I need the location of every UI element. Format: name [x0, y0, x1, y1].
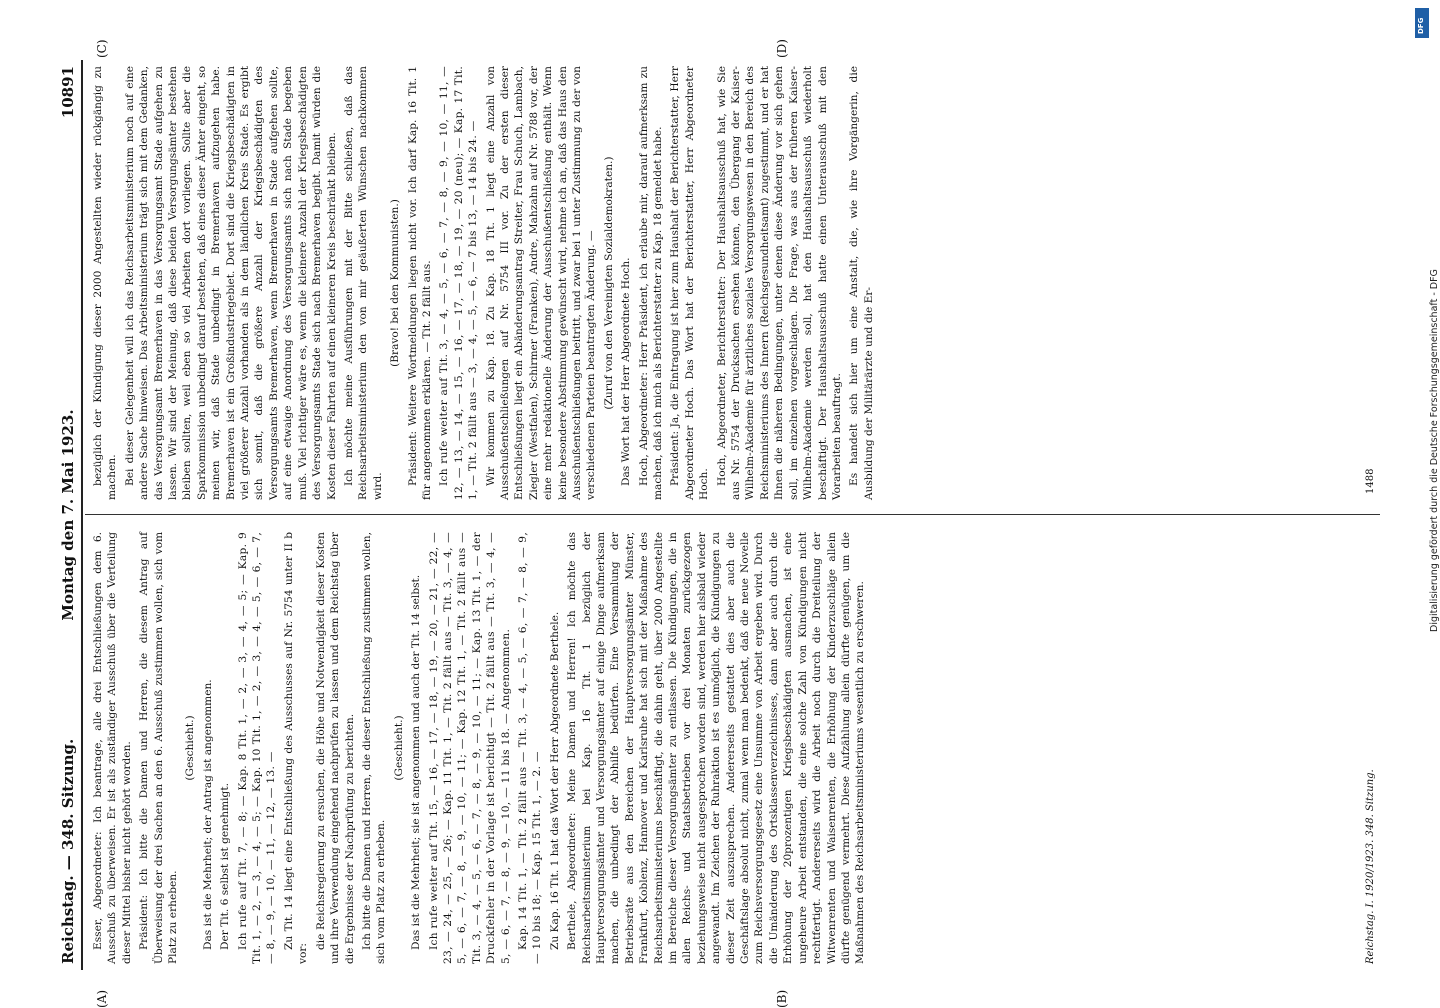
vote-result: Das ist die Mehrheit; der Antrag ist angenommen. [201, 679, 214, 950]
berthele-speech: Berthele, Abgeordneter: Meine Damen und Herren! Ich möchte das Reichsarbeitsministerium bei Kap. 16 Tit. 1 bezüglich der Hauptversorgungsämter und Versorgungsämter auf einige Dinge aufmerksam machen, die unbedingt der Abhilfe bedürfen. Eine Versammlung der Betriebsräte aus den Bereichen der Hauptversorgungsämter Münster, Frankfurt, Koblenz, Hannover und Karlsruhe hat sich mit der Maßnahme des Reichsarbeitsministeriums beschäftigt, die dahin geht, über 2000 Angestellte im Bereiche dieser Versorgungsämter zu entlassen. Die Kündigungen, die in allen Reichs- und Staatsbetrieben vor drei Monaten zurückgezogen beziehungsweise nicht ausgesprochen worden sind, werden hier alsbald wieder angewandt. Im Zeichen der Ruhraktion ist es unmöglich, die Kündigungen zu dieser Zeit auszusprechen. Andererseits gestattet dies aber auch die Geschäftslage absolut nicht, zumal wenn man bedenkt, daß die neue Novelle zum Reichsversorgungsgesetz eine Unsumme von Arbeit ergeben wird. Durch die Umänderung des Ortsklassenverzeichnisses, dann aber auch durch die Erhöhung der 20prozentigen Kriegsbeschädigten ausmachen, ist eine ungeheure Arbeit entstanden, die eine solche Zahl von Kündigungen nicht rechtfertigt. Andererseits wird die Arbeit noch durch die Dreiteilung der Witwenrenten und Waisenrenten, die Erhöhung der Kinderzuschläge allein dürfte genügend vermehrt. Diese Aufzählung allein dürfte genügen, um die Maßnahmen des Reichsarbeitsministeriums wesentlich zu erschweren. [566, 532, 867, 964]
stage-note: (Geschieht.) [392, 715, 405, 781]
call-titles: Kap. 14 Tit. 1, — Tit. 2 fällt aus — Tit. 3, — 4, — 5, — 6, — 7, — 8, — 9, — 10 bis 18; — Kap. 15 Tit. 1, — 2. — [516, 532, 544, 964]
speaker-announce: Das Wort hat der Herr Abgeordnete Hoch. [620, 257, 633, 486]
margin-mark-a: (A) [95, 989, 109, 1008]
resolution-intro: Zu Tit. 14 liegt eine Entschließung des Ausschusses auf Nr. 5754 unter II b vor: [282, 532, 310, 964]
dfg-logo-text: DFG [1417, 17, 1425, 34]
hoch-report: Hoch, Abgeordneter, Berichterstatter: Der Haushaltsausschuß hat, wie Sie aus Nr. 5754 der Drucksachen ersehen können, den Übergang der Kaiser-Wilhelm-Akademie für ärztliches soziales Versorgungswesen in den Bereich des Reichsministeriums des Innern (Reichsgesundheitsamt) zugestimmt, und er hat Ihnen die näheren Bedingungen, unter denen diese Änderung vor sich gehen soll, im einzelnen vorgeschlagen. Die Frage, was aus der früheren Kaiser-Wilhelm-Akademie werden soll, hat den Haushaltsausschuß wiederholt beschäftigt. Der Haushaltsausschuß hatte einen Unterausschuß mit den Vorarbeiten beauftragt. [715, 66, 843, 500]
vote-result: Das ist die Mehrheit; sie ist angenommen und auch der Tit. 14 selbst. [410, 574, 423, 950]
digitization-notice [1407, 12, 1440, 988]
speech-continuation: bezüglich der Kündigung dieser 2000 Angestellten wieder rückgängig zu machen. [92, 66, 119, 500]
report-continuation: Es handelt sich hier um eine Anstalt, die, wie ihre Vorgängerin, die Ausbildung der Militärärzte und die Er- [848, 66, 875, 500]
margin-mark-c: (C) [95, 39, 109, 58]
esser-motion: Esser, Abgeordneter: Ich beantrage, alle drei Entschließungen dem 6. Ausschuß zu überweisen. Er ist als zuständiger Ausschuß über die Verteilung dieser Mittel bisher nicht gehört worden. [92, 532, 133, 964]
bremerhaven-paragraph: Bei dieser Gelegenheit will ich das Reichsarbeitsministerium noch auf eine andere Sache hinweisen. Das Arbeitsministerium trägt sich mit dem Gedanken, das Versorgungsamt Bremerhaven in das Versorgungsamt Stade aufgehen zu lassen. Wir sind der Meinung, daß diese beiden Versorgungsämter bestehen bleiben sollten, weil eben so viel Arbeiten dort vorliegen. Sollte aber die Sparkommission unbedingt darauf bestehen, daß eines dieser Ämter eingeht, so meinen wir, daß Stade unbedingt in Bremerhaven aufzugehen habe. Bremerhaven ist ein Großindustriegebiet. Dort sind die Kriegsbeschädigten in viel größerer Anzahl vorhanden als in dem ländlichen Kreis Stade. Es ergibt sich somit, daß die größere Anzahl der Kriegsbeschädigten des Versorgungsamts Bremerhaven, wenn Bremerhaven in Stade aufgehen sollte, auf eine etwaige Anordnung des Versorgungsamts sich nach Stade begeben muß. Viel richtiger wäre es, wenn die kleinere Anzahl der Kriegsbeschädigten des Versorgungsamts Stade sich nach Bremerhaven begibt. Damit würden die Kosten dieser Fahrten auf einen kleineren Kreis beschränkt bleiben. [123, 66, 338, 500]
chapter-18-intro: Wir kommen zu Kap. 18. Zu Kap. 18 Tit. 1 liegt eine Anzahl von Ausschußentschließungen auf Nr. 5754 III vor. Zu der ersten dieser Entschließungen liegt ein Abänderungsantrag Streiter, Frau Schuch, Lambach, Ziegler (Westfalen), Schirmer (Franken), Andre, Mahzahn auf Nr. 5788 vor, der eine mehr redaktionelle Änderung der Ausschußentschließung enthält. Wenn keine besondere Abstimmung gewünscht wird, nehme ich an, daß das Haus den Ausschußentschließungen beitritt, und zwar bei 1 unter Zustimmung zu der von verschiedenen Parteien beantragten Änderung. — [484, 66, 598, 500]
call-titles: Ich rufe auf Tit. 7, — 8; — Kap. 8 Tit. 1, — 2, — 3, — 4, — 5; — Kap. 9 Tit. 1, — 2, — 3, — 4, — 5; — Kap. 10 Tit. 1, — 2, — 3, — 4, — 5, — 6, — 7, — 8, — 9, — 10, — 11, — 12, — 13. — [236, 532, 278, 964]
call-titles: Ich rufe weiter auf Tit. 3, — 4, — 5, — 6, — 7, — 8, — 9, — 10, — 11, — 12, — 13, — 14, — 15, — 16, — 17, — 18, — 19, — 20 (neu); — Kap. 17 Tit. 1, — Tit. 2 fällt aus — 3, — 4, — 5, — 6, — 7 bis 13, — 14 bis 24. — [438, 66, 480, 500]
running-head-date: Montag den 7. Mai 1923. [59, 409, 77, 621]
column-divider [85, 514, 1380, 515]
interjection-note: (Zuruf von den Vereinigten Sozialdemokraten.) [602, 156, 615, 410]
running-head [55, 60, 83, 970]
president-statement: Präsident: Weitere Wortmeldungen liegen nicht vor. Ich darf Kap. 16 Tit. 1 für angenommen erklären. — Tit. 2 fällt aus. [406, 66, 433, 500]
right-footer: 1488 [1365, 468, 1376, 494]
rotated-protocol-page [55, 39, 1385, 1008]
hoch-remark: Hoch, Abgeordneter: Herr Präsident, ich erlaube mir, darauf aufmerksam zu machen, daß ich mich als Berichterstatter zu Kap. 18 gemeldet habe. [637, 66, 665, 500]
digitization-notice-text: Digitalisierung gefördert durch die Deutsche Forschungsgemeinschaft - DFG [1429, 269, 1440, 632]
running-head-left: Reichstag. — 348. Sitzung. [59, 738, 77, 964]
president-request: Ich bitte die Damen und Herren, die dieser Entschließung zustimmen wollen, sich vom Platz zu erheben. [360, 532, 388, 964]
call-titles: Ich rufe weiter auf Tit. 15, — 16, — 17, — 18, — 19, — 20, — 21, — 22, — 23, — 24, — 25, — 26; — Kap. 11 Tit. 1, — Tit. 2 fällt aus — Tit. 3, — 4, — 5, — 6, — 7, — 8, — 9, — 10, — 11; — Kap. 12 Tit. 1, — Tit. 2 fällt aus — Tit. 3, — 4, — 5, — 6, — 7, — 8, — 9, — 10, — 11; — Kap. 13 Tit. 1, — der Druckfehler in der Vorlage ist berichtigt — Tit. 2 fällt aus — Tit. 3, — 4, — 5, — 6, — 7, — 8, — 9, — 10, — 11 bis 18. — Angenommen. [427, 532, 512, 964]
page-number: 10891 [59, 66, 77, 119]
margin-mark-d: (D) [775, 39, 789, 58]
stage-note: (Geschieht.) [184, 715, 197, 781]
president-transfer: Präsident: Ich bitte die Damen und Herren, die diesem Antrag auf Überweisung der drei Sachen an den 6. Ausschuß zustimmen wollen, sich vom Platz zu erheben. [138, 532, 180, 964]
right-column [91, 66, 879, 500]
resolution-text: die Reichsregierung zu ersuchen, die Höhe und Notwendigkeit dieser Kosten und ihre Verwendung eingehend nachprüfen zu lassen und dem Reichstag über die Ergebnisse der Nachprüfung zu berichten. [314, 532, 356, 964]
margin-mark-b: (B) [775, 989, 789, 1008]
speaker-announce: Zu Kap. 16 Tit. 1 hat das Wort der Herr Abgeordnete Berthele. [548, 611, 561, 950]
president-reply: Präsident: Ja, die Eintragung ist hier zum Haushalt der Berichterstatter, Herr Abgeordneter Hoch. Das Wort hat der Berichterstatter, Herr Abgeordneter Hoch. [669, 66, 711, 500]
closing-wish: Ich möchte meine Ausführungen mit der Bitte schließen, daß das Reichsarbeitsministerium den von mir geäußerten Wünschen nachkommen wird. [342, 66, 384, 500]
title-approved: Der Tit. 6 selbst ist genehmigt. [219, 783, 232, 950]
left-column [91, 532, 871, 964]
applause-note: (Bravo! bei den Kommunisten.) [389, 199, 402, 367]
left-footer: Reichstag. I. 1920/1923. 348. Sitzung. [1365, 769, 1376, 964]
